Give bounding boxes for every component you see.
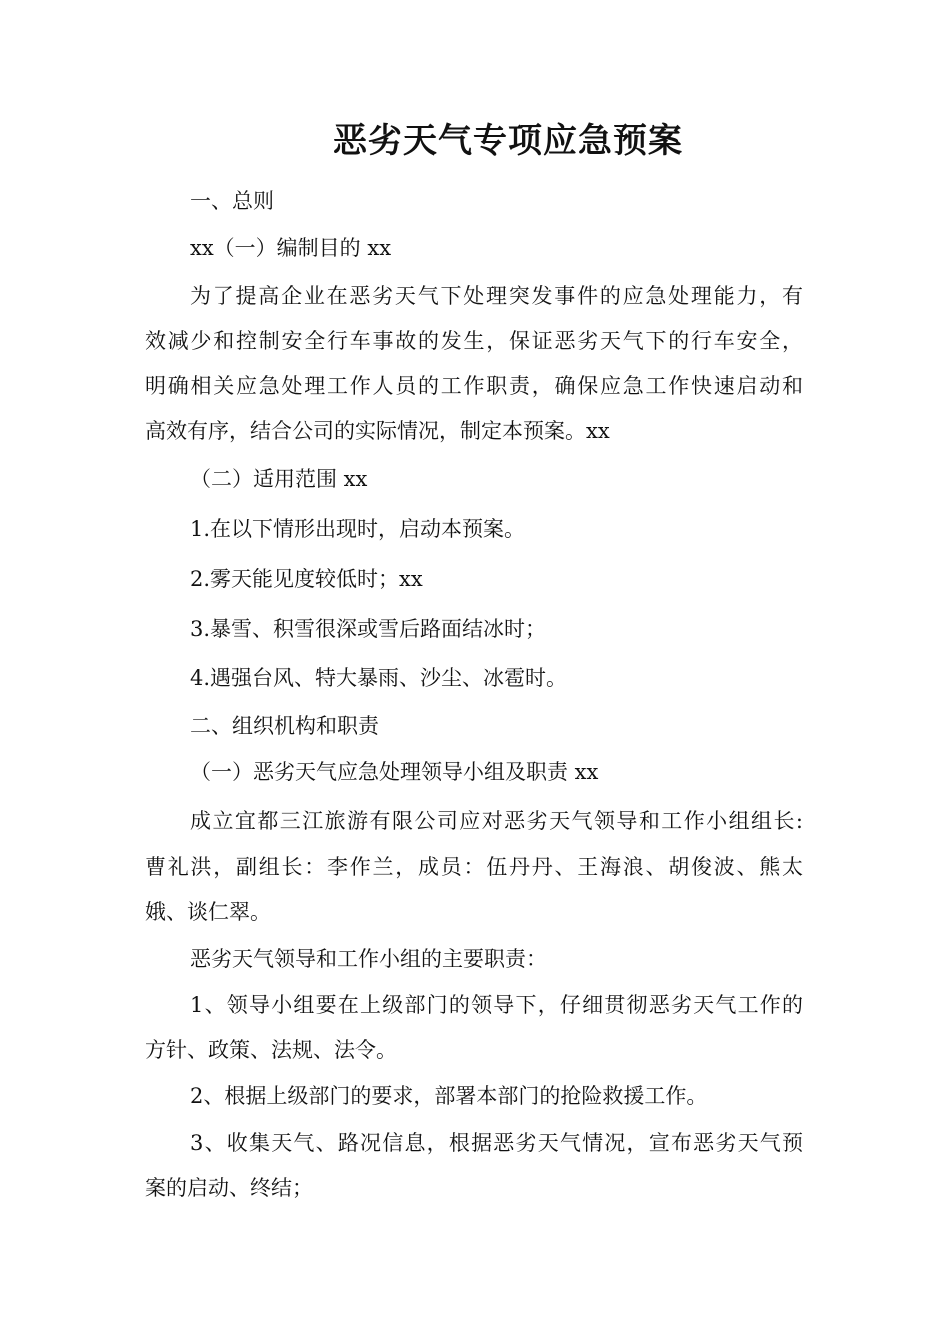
duty-item-continued: 案的启动、终结； bbox=[145, 1176, 313, 1200]
subsection-heading-purpose: xx（一）编制目的 xx bbox=[190, 236, 392, 260]
paragraph-line: 娥、谈仁翠。 bbox=[145, 900, 271, 924]
duty-item-continued: 方针、政策、法规、法令。 bbox=[145, 1038, 397, 1062]
section-heading-organization: 二、组织机构和职责 bbox=[190, 714, 379, 738]
section-heading-general: 一、总则 bbox=[190, 189, 274, 213]
subsection-heading-leadership-group: （一）恶劣天气应急处理领导小组及职责 xx bbox=[190, 760, 599, 784]
document-title: 恶劣天气专项应急预案 bbox=[333, 121, 683, 161]
list-item: 4.遇强台风、特大暴雨、沙尘、冰雹时。 bbox=[190, 666, 568, 690]
list-item: 3.暴雪、积雪很深或雪后路面结冰时； bbox=[190, 617, 547, 641]
paragraph-line: 明确相关应急处理工作人员的工作职责，确保应急工作快速启动和 bbox=[145, 374, 803, 398]
paragraph-line: 效减少和控制安全行车事故的发生，保证恶劣天气下的行车安全， bbox=[145, 329, 803, 353]
list-item: 1.在以下情形出现时，启动本预案。 bbox=[190, 517, 526, 541]
duty-item: 1、领导小组要在上级部门的领导下，仔细贯彻恶劣天气工作的 bbox=[190, 993, 803, 1017]
paragraph-line: 高效有序，结合公司的实际情况，制定本预案。xx bbox=[145, 419, 610, 443]
duty-item: 3、收集天气、路况信息，根据恶劣天气情况，宣布恶劣天气预 bbox=[190, 1131, 803, 1155]
paragraph-line: 成立宜都三江旅游有限公司应对恶劣天气领导和工作小组组长: bbox=[190, 809, 803, 833]
list-item: 2.雾天能见度较低时；xx bbox=[190, 567, 423, 591]
paragraph-line: 为了提高企业在恶劣天气下处理突发事件的应急处理能力，有 bbox=[190, 284, 803, 308]
paragraph-line: 曹礼洪，副组长：李作兰，成员：伍丹丹、王海浪、胡俊波、熊太 bbox=[145, 855, 803, 879]
duty-item: 2、根据上级部门的要求，部署本部门的抢险救援工作。 bbox=[190, 1084, 708, 1108]
paragraph-line: 恶劣天气领导和工作小组的主要职责： bbox=[190, 947, 547, 971]
subsection-heading-scope: （二）适用范围 xx bbox=[190, 467, 368, 491]
